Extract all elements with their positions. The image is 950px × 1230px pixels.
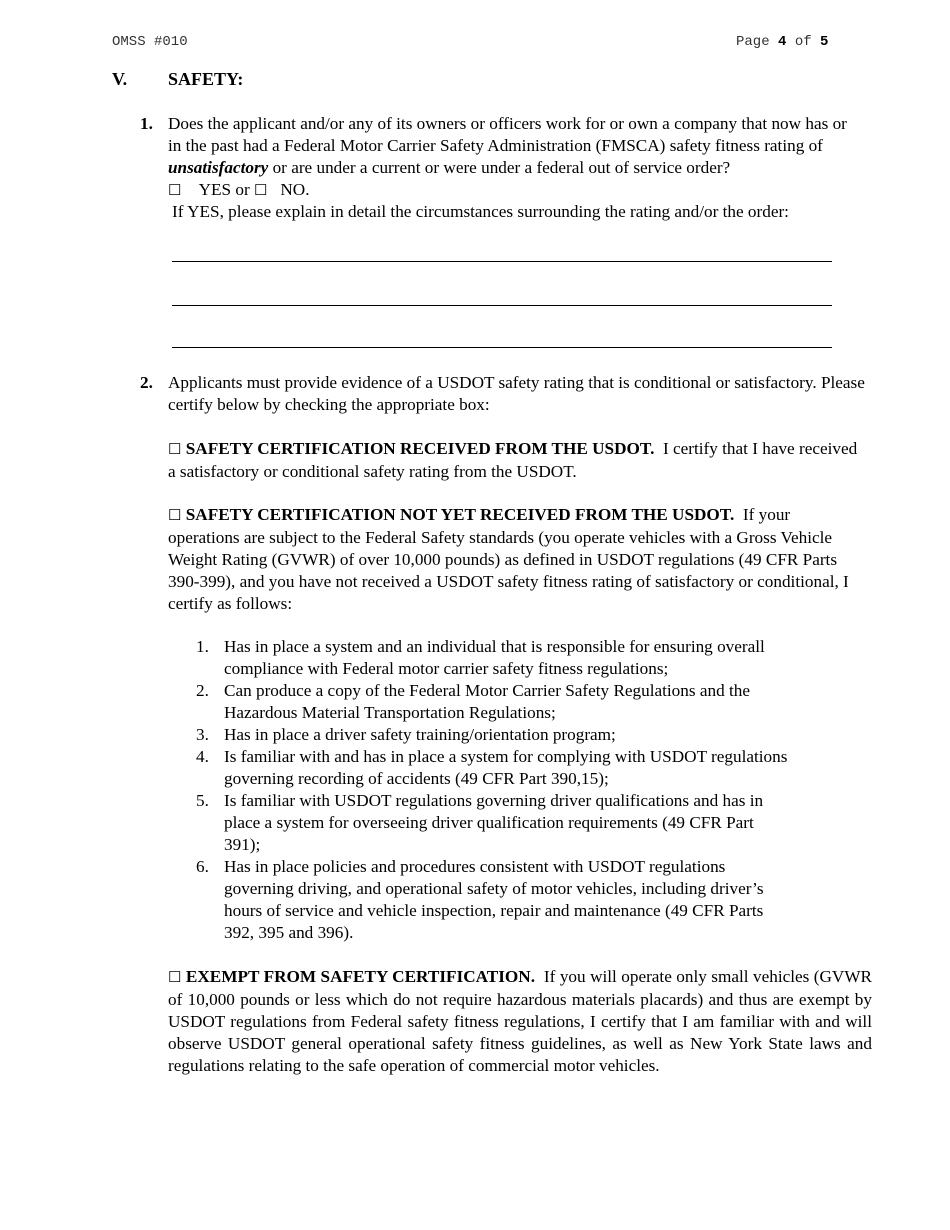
list-item-number: 4. xyxy=(196,747,209,766)
q1-emphasis: unsatisfactory xyxy=(168,158,269,177)
no-checkbox[interactable]: ☐ xyxy=(254,183,268,199)
list-item-number: 3. xyxy=(196,725,209,744)
list-item xyxy=(168,724,788,746)
page-prefix: Page xyxy=(736,34,770,50)
option-exempt-text: If you will operate only small vehicles (GVWR of 10,000 pounds or less which do not require hazardous materials placards) and thus are exempt by USDOT regulations from Federal safety fitness regulations, I certify that I am familiar with and will observe USDOT general operational safety fitness guidelines, as well as New York State laws and regulations relating to the safe operation of commercial motor vehicles. xyxy=(168,967,873,1075)
not-received-checkbox[interactable]: ☐ xyxy=(168,508,182,524)
yes-checkbox[interactable]: ☐ xyxy=(168,183,182,199)
certification-list xyxy=(168,636,788,944)
option-not-received xyxy=(168,504,858,615)
q1-text xyxy=(168,113,863,202)
list-item-text: Is familiar with and has in place a system for complying with USDOT regulations governing recording of accidents (49 CFR Part 390,15); xyxy=(224,747,788,788)
list-item-text: Can produce a copy of the Federal Motor Carrier Safety Regulations and the Hazardous Material Transportation Regulations; xyxy=(224,681,750,722)
option-received-text: I certify that I have received a satisfactory or conditional safety rating from the USDOT. xyxy=(168,439,858,481)
section-heading xyxy=(112,69,244,90)
q2-number: 2. xyxy=(140,373,153,392)
option-not-received-title: SAFETY CERTIFICATION NOT YET RECEIVED FROM THE USDOT. xyxy=(185,505,735,524)
page-of: of xyxy=(794,34,812,50)
yes-label: YES or xyxy=(198,180,250,199)
list-item xyxy=(168,790,788,856)
list-item-number: 2. xyxy=(196,681,209,700)
list-item xyxy=(168,856,788,944)
list-item xyxy=(168,680,788,724)
option-received xyxy=(168,438,858,483)
list-item-number: 6. xyxy=(196,857,209,876)
explain-line-1[interactable] xyxy=(172,261,832,262)
option-received-title: SAFETY CERTIFICATION RECEIVED FROM THE USDOT. xyxy=(185,439,655,458)
list-item-text: Is familiar with USDOT regulations governing driver qualifications and has in place a system for overseeing driver qualification requirements (49 CFR Part 391); xyxy=(224,791,764,854)
section-title: SAFETY: xyxy=(168,69,244,89)
q1-text-a: Does the applicant and/or any of its owners or officers work for or own a company that now has or in the past had a Federal Motor Carrier Safety Administration (FMSCA) safety fitness rating of xyxy=(168,114,847,155)
q1-number: 1. xyxy=(140,114,153,133)
section-number: V. xyxy=(112,69,128,89)
list-item-number: 1. xyxy=(196,637,209,656)
exempt-checkbox[interactable]: ☐ xyxy=(168,970,182,986)
list-item-text: Has in place a system and an individual that is responsible for ensuring overall compliance with Federal motor carrier safety fitness regulations; xyxy=(224,637,765,678)
page-total: 5 xyxy=(820,34,829,50)
list-item xyxy=(168,636,788,680)
page-indicator xyxy=(736,34,828,50)
option-exempt-title: EXEMPT FROM SAFETY CERTIFICATION. xyxy=(185,967,535,986)
explain-line-2[interactable] xyxy=(172,305,832,306)
no-label: NO. xyxy=(280,180,310,199)
page-current: 4 xyxy=(778,34,787,50)
option-not-received-text: If your operations are subject to the Federal Safety standards (you operate vehicles with a Gross Vehicle Weight Rating (GVWR) of over 10,000 pounds) as defined in USDOT regulations (49 CFR Parts 390-399), and you have not received a USDOT safety fitness rating of satisfactory or conditional, I certify as follows: xyxy=(168,505,849,613)
explain-line-3[interactable] xyxy=(172,347,832,348)
q1-explain-prompt: If YES, please explain in detail the circumstances surrounding the rating and/or the order: xyxy=(172,202,789,221)
list-item-text: Has in place a driver safety training/orientation program; xyxy=(224,725,616,744)
list-item-number: 5. xyxy=(196,791,209,810)
received-checkbox[interactable]: ☐ xyxy=(168,442,182,458)
q2-intro: Applicants must provide evidence of a USDOT safety rating that is conditional or satisfactory. Please certify below by checking the appropriate box: xyxy=(168,373,865,414)
form-id: OMSS #010 xyxy=(112,34,188,50)
list-item xyxy=(168,746,788,790)
list-item-text: Has in place policies and procedures consistent with USDOT regulations governing driving, and operational safety of motor vehicles, including driver’s hours of service and vehicle inspection, repair and maintenance (49 CFR Parts 392, 395 and 396). xyxy=(224,857,764,942)
q1-text-b: or are under a current or were under a federal out of service order? xyxy=(268,158,731,177)
option-exempt xyxy=(168,966,872,1077)
